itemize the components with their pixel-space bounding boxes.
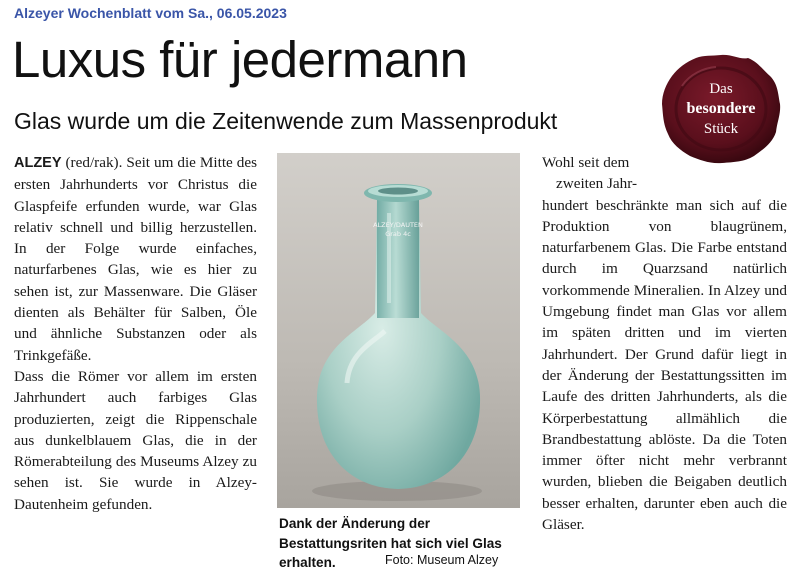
glass-bottle-photo [277, 153, 520, 508]
article-column-left [14, 152, 257, 515]
newspaper-masthead: Alzeyer Wochenblatt vom Sa., 06.05.2023 [14, 5, 287, 21]
bottle-inscription-1: ALZEY/DAUTEN [373, 221, 423, 229]
article-headline: Luxus für jedermann [12, 31, 468, 88]
dateline: ALZEY [14, 155, 62, 171]
article-paragraph-3: hundert beschränkte man sich auf die Produktion von blaugrünem, naturfarbenem Glas. Die Farbe entstand durch im Quarzsand natürlich vorkommende Mineralien. In Alzey und Umgebung findet man Glas vor allem im späten dritten und im vierten Jahrhundert. Der Grund dafür liegt in der Änderung der Bestattungssitten im Laufe des dritten Jahrhunderts, als die Körperbestattung allmählich die Brandbestattung ablöste. Da die Toten immer öfter nicht mehr verbrannt wurden, blieben die Beigaben deutlich besser erhalten, darunter eben auch die Gläser. [542, 196, 787, 534]
article-subheadline: Glas wurde um die Zeitenwende zum Massenprodukt [14, 108, 558, 134]
seal-label [660, 56, 782, 162]
seal-line-2: besondere [686, 100, 756, 117]
article-column-right [542, 152, 787, 535]
photo-caption: Dank der Änderung der Bestattungsriten hat sich viel Glas erhalten. [279, 516, 502, 570]
seal-line-3: Stück [703, 121, 739, 137]
col3-lead-line-1: Wohl seit dem [542, 154, 630, 171]
seal-line-1: Das [709, 81, 733, 97]
article-paragraph-1: ALZEY (red/rak). Seit um die Mitte des ersten Jahrhunderts vor Christus die Glaspfeife erfunden wurde, war Glas relativ schnell und billig herzustellen. In der Folge wurde einfaches, naturfarbenes Glas, wie es hier zu sehen ist, zur Massenware. Die Gläser dienten als Behälter für Salben, Öle und ähnliche Substanzen oder als Trinkgefäße. [14, 154, 257, 364]
article-paragraph-2: Dass die Römer vor allem im ersten Jahrhundert auch farbiges Glas produzierten, zeigt die Rippenschale aus dunkelblauem Glas, die in der Römerabteilung des Museums Alzey zu sehen ist. Sie wurde in Alzey-Dautenheim gefunden. [14, 367, 257, 513]
paragraph-1-text: Seit um die Mitte des ersten Jahrhunderts vor Christus die Glaspfeife erfunden wurde, war Glas relativ schnell und billig herzustellen. In der Folge wurde einfaches, naturfarbenes Glas, wie es hier zu sehen ist, zur Massenware. Die Gläser dienten als Behälter für Salben, Öle und ähnliche Substanzen oder als Trinkgefäße. [14, 154, 257, 364]
col3-lead-line-2: zweiten Jahr- [556, 175, 638, 193]
bottle-inscription-2: Grab 4c [385, 230, 411, 238]
photo-credit: Foto: Museum Alzey [385, 553, 499, 567]
